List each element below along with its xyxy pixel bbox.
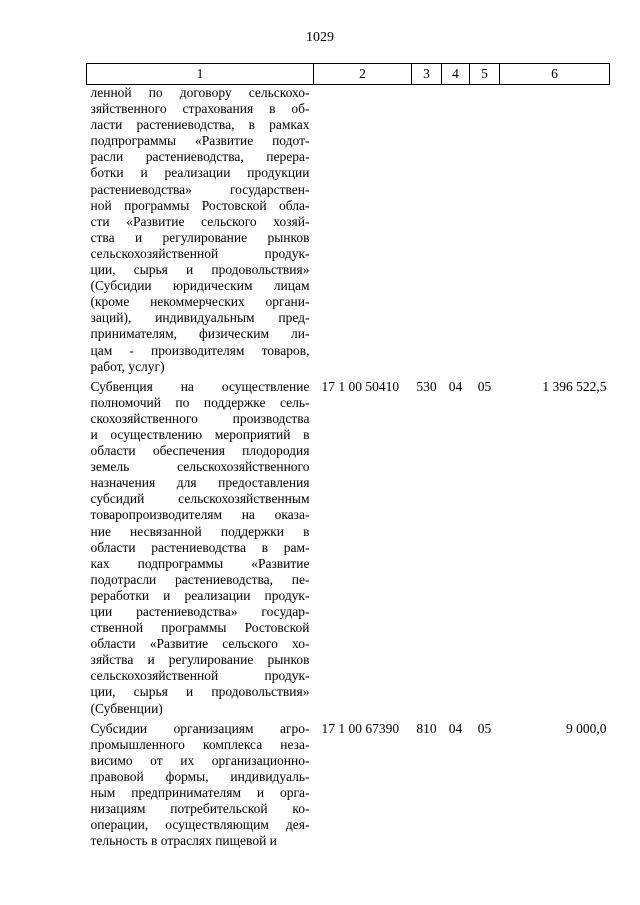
table-row [87, 717, 610, 850]
description-line: ной программы Ростовской обла- [90, 197, 310, 213]
description-line: промышленного комплекса неза- [90, 736, 310, 752]
description-line: скохозяйственного производства [90, 410, 310, 426]
description-line: висимо от их организационно- [90, 752, 310, 768]
description-line: ным предпринимателям и орга- [90, 785, 310, 801]
description-line: назначения для предоставления [90, 475, 310, 491]
description-line: ленной по договору сельскохо- [90, 85, 310, 100]
description-line: правовой формы, индивидуаль- [90, 768, 310, 784]
header-col-1: 1 [87, 64, 314, 85]
row-description [87, 375, 314, 717]
row-subsection [470, 85, 500, 375]
description-line: ботки и реализации продукции [90, 165, 310, 181]
description-line: подотрасли растениеводства, пе- [90, 571, 310, 587]
header-col-2: 2 [314, 64, 412, 85]
description-line: области «Развитие сельского хо- [90, 636, 310, 652]
description-line: ние несвязанной поддержки в [90, 523, 310, 539]
row-subsection: 05 [477, 378, 492, 394]
row-description [87, 85, 314, 375]
description-line: ках подпрограммы «Развитие [90, 555, 310, 571]
table-row [87, 85, 610, 375]
description-line: полномочий по поддержке сель- [90, 394, 310, 410]
row-section: 04 [448, 378, 463, 394]
description-line: области обеспечения плодородия [90, 443, 310, 459]
description-line: реработки и реализации продук- [90, 587, 310, 603]
table-header-row [87, 64, 610, 85]
description-line: зяйственного страхования в об- [90, 101, 310, 117]
description-line: ства и регулирование рынков [90, 229, 310, 245]
description-line: ции, сырья и продовольствия» [90, 684, 310, 700]
row-section: 04 [448, 720, 463, 736]
description-line: расли растениеводства, перера- [90, 149, 310, 165]
description-line: области растениеводства в рам- [90, 539, 310, 555]
description-line: зяйства и регулирование рынков [90, 652, 310, 668]
row-expense-type: 810 [416, 720, 437, 736]
row-amount: 1 396 522,5 [542, 378, 607, 394]
description-line: работ, услуг) [90, 358, 165, 374]
description-line: Субвенция на осуществление [90, 378, 310, 394]
description-line: тельность в отраслях пищевой и [90, 833, 277, 849]
description-line: ственной программы Ростовской [90, 620, 310, 636]
description-line: Субсидии организациям агро- [90, 720, 310, 736]
description-line: сельскохозяйственной продук- [90, 245, 310, 261]
description-line: сельскохозяйственной продук- [90, 668, 310, 684]
row-section [442, 85, 470, 375]
description-line: (кроме некоммерческих органи- [90, 294, 310, 310]
description-line: ласти растениеводства, в рамках [90, 117, 310, 133]
description-line: субсидий сельскохозяйственным [90, 491, 310, 507]
description-line: растениеводства» государствен- [90, 181, 310, 197]
description-line: цам - производителям товаров, [90, 342, 310, 358]
description-line: (Субсидии юридическим лицам [90, 278, 310, 294]
budget-table [86, 63, 610, 849]
header-col-5: 5 [470, 64, 500, 85]
row-code: 17 1 00 67390 [321, 720, 400, 736]
row-expense-type: 530 [416, 378, 437, 394]
description-line: земель сельскохозяйственного [90, 459, 310, 475]
row-code [314, 85, 412, 375]
description-line: ции растениеводства» государ- [90, 604, 310, 619]
header-col-6: 6 [500, 64, 610, 85]
header-col-3: 3 [412, 64, 442, 85]
description-line: заций), индивидуальным пред- [90, 310, 310, 326]
header-col-4: 4 [442, 64, 470, 85]
description-line: сти «Развитие сельского хозяй- [90, 213, 310, 229]
description-line: операции, осуществляющим дея- [90, 817, 310, 833]
description-line: ции, сырья и продовольствия» [90, 262, 310, 278]
row-subsection: 05 [477, 720, 492, 736]
page-number: 1029 [306, 30, 334, 45]
row-expense-type [412, 85, 442, 375]
description-line: товаропроизводителям на оказа- [90, 507, 310, 523]
row-amount: 9 000,0 [566, 720, 607, 736]
row-description [87, 717, 314, 850]
table-row [87, 375, 610, 717]
description-line: и осуществлению мероприятий в [90, 426, 310, 442]
description-line: подпрограммы «Развитие подот- [90, 133, 310, 149]
description-line: (Субвенции) [90, 700, 163, 716]
row-code: 17 1 00 50410 [321, 378, 400, 394]
row-amount [500, 85, 610, 375]
description-line: принимателям, физическим ли- [90, 326, 310, 342]
description-line: низациям потребительской ко- [90, 801, 310, 817]
